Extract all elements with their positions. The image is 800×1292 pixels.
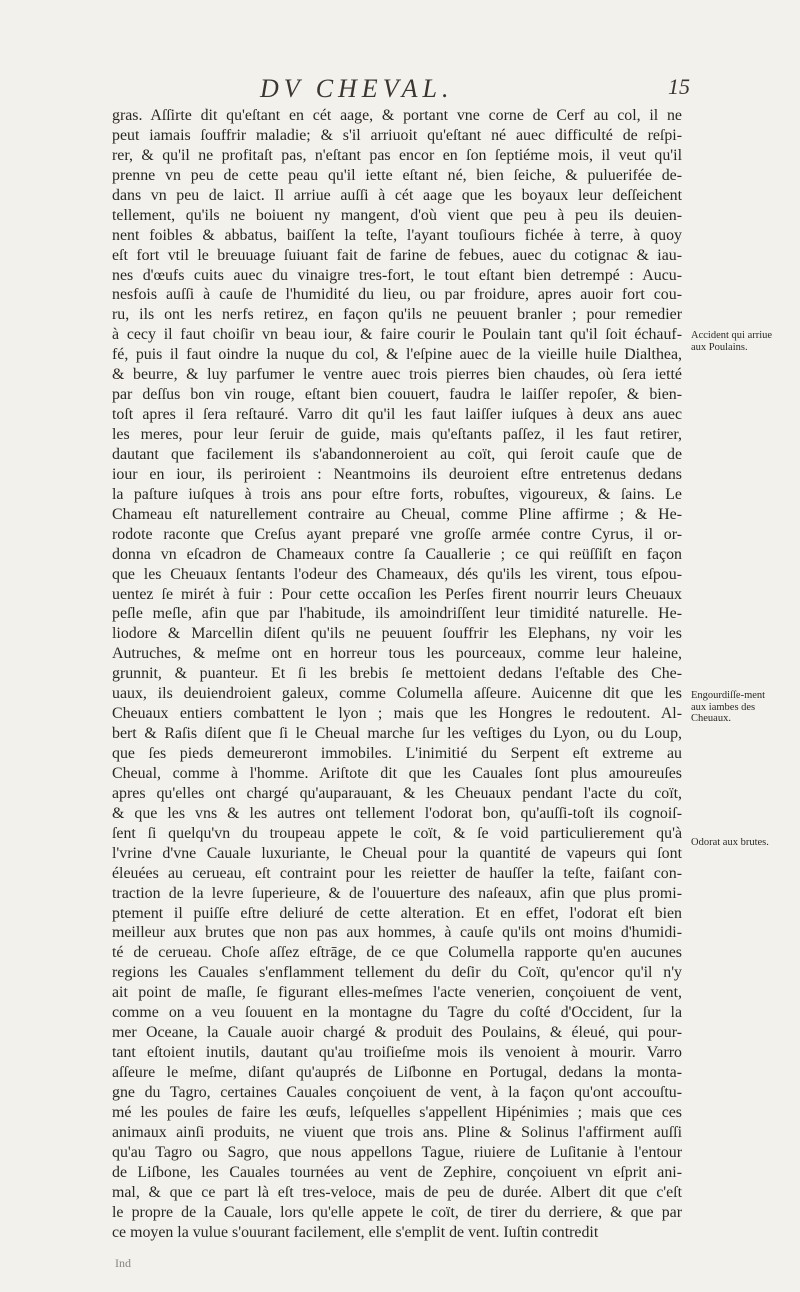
text-line: fé, puis il faut oindre la nuque du col, & l'eſpine auec de la vieille huile Dialthea, bbox=[112, 346, 682, 364]
text-line: dautant que facilement ils s'abandonneroient au coït, qui ſeroit cauſe que de bbox=[112, 445, 682, 463]
text-line: grunnit, & puanteur. Et ſi les brebis ſe mettoient dedans l'eſtable des Che- bbox=[112, 665, 682, 683]
footer-fragment: Ind bbox=[115, 1256, 131, 1270]
text-line: gne du Tagro, certaines Cauales conçoiuent de vent, à la façon qu'ont accouſtu- bbox=[112, 1083, 682, 1101]
text-line: mer Oceane, la Cauale auoir chargé & produit des Poulains, & éleué, qui pour- bbox=[112, 1024, 682, 1042]
text-line: donna vn eſcadron de Chameaux contre ſa Cauallerie ; ce qui reüſſiſt en façon bbox=[112, 545, 682, 563]
text-line: ce moyen la vulue s'ouurant facilement, elle s'emplit de vent. Iuſtin contredit bbox=[112, 1223, 599, 1241]
text-line: éleuées au cerueau, eſt contraint pour les reietter de hauſſer la teſte, faiſant con- bbox=[112, 864, 682, 882]
text-line: ptement il puiſſe eſtre deliuré de cette alteration. Et en effet, l'odorat eſt bien bbox=[112, 904, 682, 922]
text-line: animaux ainſi produits, ne viuent que trois ans. Pline & Solinus l'affirment auſſi bbox=[112, 1123, 682, 1141]
text-line: rodote raconte que Creſus ayant preparé vne groſſe armée contre Cyrus, il or- bbox=[112, 525, 682, 543]
text-line: peſle meſle, afin que par l'habitude, ils amoindriſſent leur timidité naturelle. He- bbox=[112, 605, 682, 623]
text-line: la paſture iuſques à trois ans pour eſtre forts, robuſtes, vigoureux, & ſains. Le bbox=[112, 485, 682, 503]
text-line: l'vrine d'vne Cauale luxuriante, le Cheual pour la quantité de vapeurs qui ſont bbox=[112, 844, 682, 862]
margin-note-accident: Accident qui arriue aux Poulains. bbox=[691, 330, 773, 353]
text-line: Cheual, comme à l'homme. Ariſtote dit que les Cauales ſont plus amoureuſes bbox=[112, 764, 682, 782]
text-line: Chameau eſt naturellement contraire au Cheual, comme Pline affirme ; & He- bbox=[112, 505, 682, 523]
text-line: gras. Aſſirte dit qu'eſtant en cét aage, & portant vne corne de Cerf au col, il ne bbox=[112, 107, 682, 124]
text-line: liodore & Marcellin diſent qu'ils ne peuuent ſouffrir les Elephans, ny voir les bbox=[112, 625, 682, 643]
text-line: que ſes pieds demeureront immobiles. L'inimitié du Serpent eſt extreme au bbox=[112, 745, 682, 762]
text-line: & que les vns & les autres ont tellement l'odorat bon, qu'auſſi-toſt ils cognoiſ- bbox=[112, 804, 682, 822]
margin-note-odorat: Odorat aux brutes. bbox=[691, 837, 769, 848]
text-line: Autruches, & meſme ont en horreur tous les pourceaux, comme leur haleine, bbox=[112, 645, 682, 663]
text-line: de Liſbone, les Cauales tournées au vent de Zephire, conçoiuent vn eſprit ani- bbox=[112, 1163, 682, 1181]
text-line: par deſſus bon vin rouge, eſtant bien couuert, faudra le laiſſer repoſer, & bien- bbox=[112, 386, 682, 404]
text-line: ſent ſi quelqu'vn du troupeau appete le coït, & ſe void particulierement qu'à bbox=[112, 824, 682, 842]
text-line: traction de la levre ſuperieure, & de l'ouuerture des naſeaux, afin que plus promi- bbox=[112, 884, 682, 902]
text-line: ait point de maſle, ſe figurant elles-meſmes l'acte venerien, conçoiuent de vent, bbox=[112, 984, 682, 1002]
text-line: peut iamais ſouffrir maladie; & s'il arriuoit qu'eſtant né auec difficulté de reſpi- bbox=[112, 126, 682, 144]
text-line: apres qu'elles ont chargé qu'auparauant, & les Cheuaux pendant l'acte du coït, bbox=[112, 784, 682, 802]
text-line: le propre de la Cauale, lors qu'elle appete le coït, de tirer du derriere, & que par bbox=[112, 1203, 682, 1221]
text-line: uentez ſe mirét à fuir : Pour cette occaſion les Perſes firent nourrir leurs Cheuaux bbox=[112, 585, 682, 603]
text-line: iour en iour, ils periroient : Neantmoins ils deuroient eſtre entretenus dedans bbox=[112, 465, 682, 483]
body-text bbox=[112, 106, 682, 1242]
running-title: DV CHEVAL. bbox=[260, 74, 454, 103]
text-line: à cecy il faut choiſir vn beau iour, & faire courir le Poulain tant qu'il ſoit échauf- bbox=[112, 326, 682, 344]
text-line: dans vn peu de laict. Il arriue auſſi à cét aage que les boyaux leur deſſeichent bbox=[112, 186, 682, 204]
page-header bbox=[110, 74, 690, 104]
text-line: & beurre, & luy parfumer le ventre auec trois pierres bien chaudes, où ſera ietté bbox=[112, 366, 682, 384]
text-line: aſſeure le meſme, diſant qu'auprés de Liſbonne en Portugal, dedans la monta- bbox=[112, 1064, 682, 1081]
text-line: regions les Cauales s'enflamment tellement du deſir du Coït, qu'encor qu'il n'y bbox=[112, 964, 682, 982]
text-line: té de cerueau. Choſe aſſez eſtrāge, de ce que Columella rapporte qu'en aucunes bbox=[112, 944, 682, 962]
text-line: nesfois auſſi à cauſe de l'humidité du lieu, ou par froidure, apres auoir fort cou- bbox=[112, 286, 682, 304]
text-line: eſt fort vtil le breuuage ſuiuant fait de farine de febues, auec du cotignac & iau- bbox=[112, 246, 682, 264]
text-line: qu'au Tagro ou Sagro, que nous appellons Tague, riuiere de Luſitanie à l'entour bbox=[112, 1143, 682, 1161]
text-line: les meres, pour leur ſeruir de guide, mais qu'eſtants paſſez, il les faut retirer, bbox=[112, 426, 682, 443]
text-line: toſt apres il ſera reſtauré. Varro dit qu'il les faut laiſſer iuſques à deux ans auec bbox=[112, 406, 682, 424]
text-line: nent foibles & abbatus, baiſſent la teſte, l'ayant touſiours fichée à terre, à quoy bbox=[112, 226, 682, 244]
text-line: que les Cheuaux ſentants l'odeur des Chameaux, dés qu'ils les virent, tous eſpou- bbox=[112, 565, 682, 583]
text-line: nes d'œufs cuits auec du vinaigre tres-fort, le tout eſtant bien detrempé : Aucu- bbox=[112, 266, 682, 284]
text-line: meilleur aux brutes que non pas aux hommes, à cauſe qu'ils ont moins d'humidi- bbox=[112, 924, 682, 942]
margin-note-engourdissement: Engourdiſſe-ment aux iambes des Cheuaux. bbox=[691, 690, 766, 724]
text-line: tant eſtoient inutils, dautant qu'au troiſieſme mois ils venoient à mourir. Varro bbox=[112, 1044, 682, 1062]
text-line: uaux, ils deuiendroient galeux, comme Columella aſſeure. Auicenne dit que les bbox=[112, 685, 682, 703]
text-line: tellement, qu'ils ne boiuent ny mangent, d'où vient que peu à peu ils deuien- bbox=[112, 206, 682, 224]
text-line: mal, & que ce part là eſt tres-veloce, mais de peu de durée. Albert dit que c'eſt bbox=[112, 1183, 682, 1201]
text-line: comme on a veu ſouuent en la montagne du Tagre du coſté d'Occident, ſur la bbox=[112, 1004, 682, 1022]
text-line: prenne vn peu de cette peau qu'il iette eſtant né, bien ſeiche, & puluerifée de- bbox=[112, 166, 682, 184]
text-line: ru, ils ont les nerfs retirez, en façon qu'ils ne peuuent branler ; pour remedier bbox=[112, 306, 682, 324]
page-number: 15 bbox=[668, 74, 690, 99]
text-line: rer, & qu'il ne profitaſt pas, n'eſtant pas encor en ſon ſeptiéme mois, il veut qu'il bbox=[112, 146, 682, 164]
text-line: bert & Raſis diſent que ſi le Cheual marche ſur les veſtiges du Lyon, ou du Loup, bbox=[112, 725, 682, 743]
text-line: Cheuaux entiers combattent le lyon ; mais que les Hongres le redoutent. Al- bbox=[112, 705, 682, 723]
text-line: mé les poules de faire les œufs, leſquelles s'appellent Hipénimies ; mais que ces bbox=[112, 1103, 682, 1121]
